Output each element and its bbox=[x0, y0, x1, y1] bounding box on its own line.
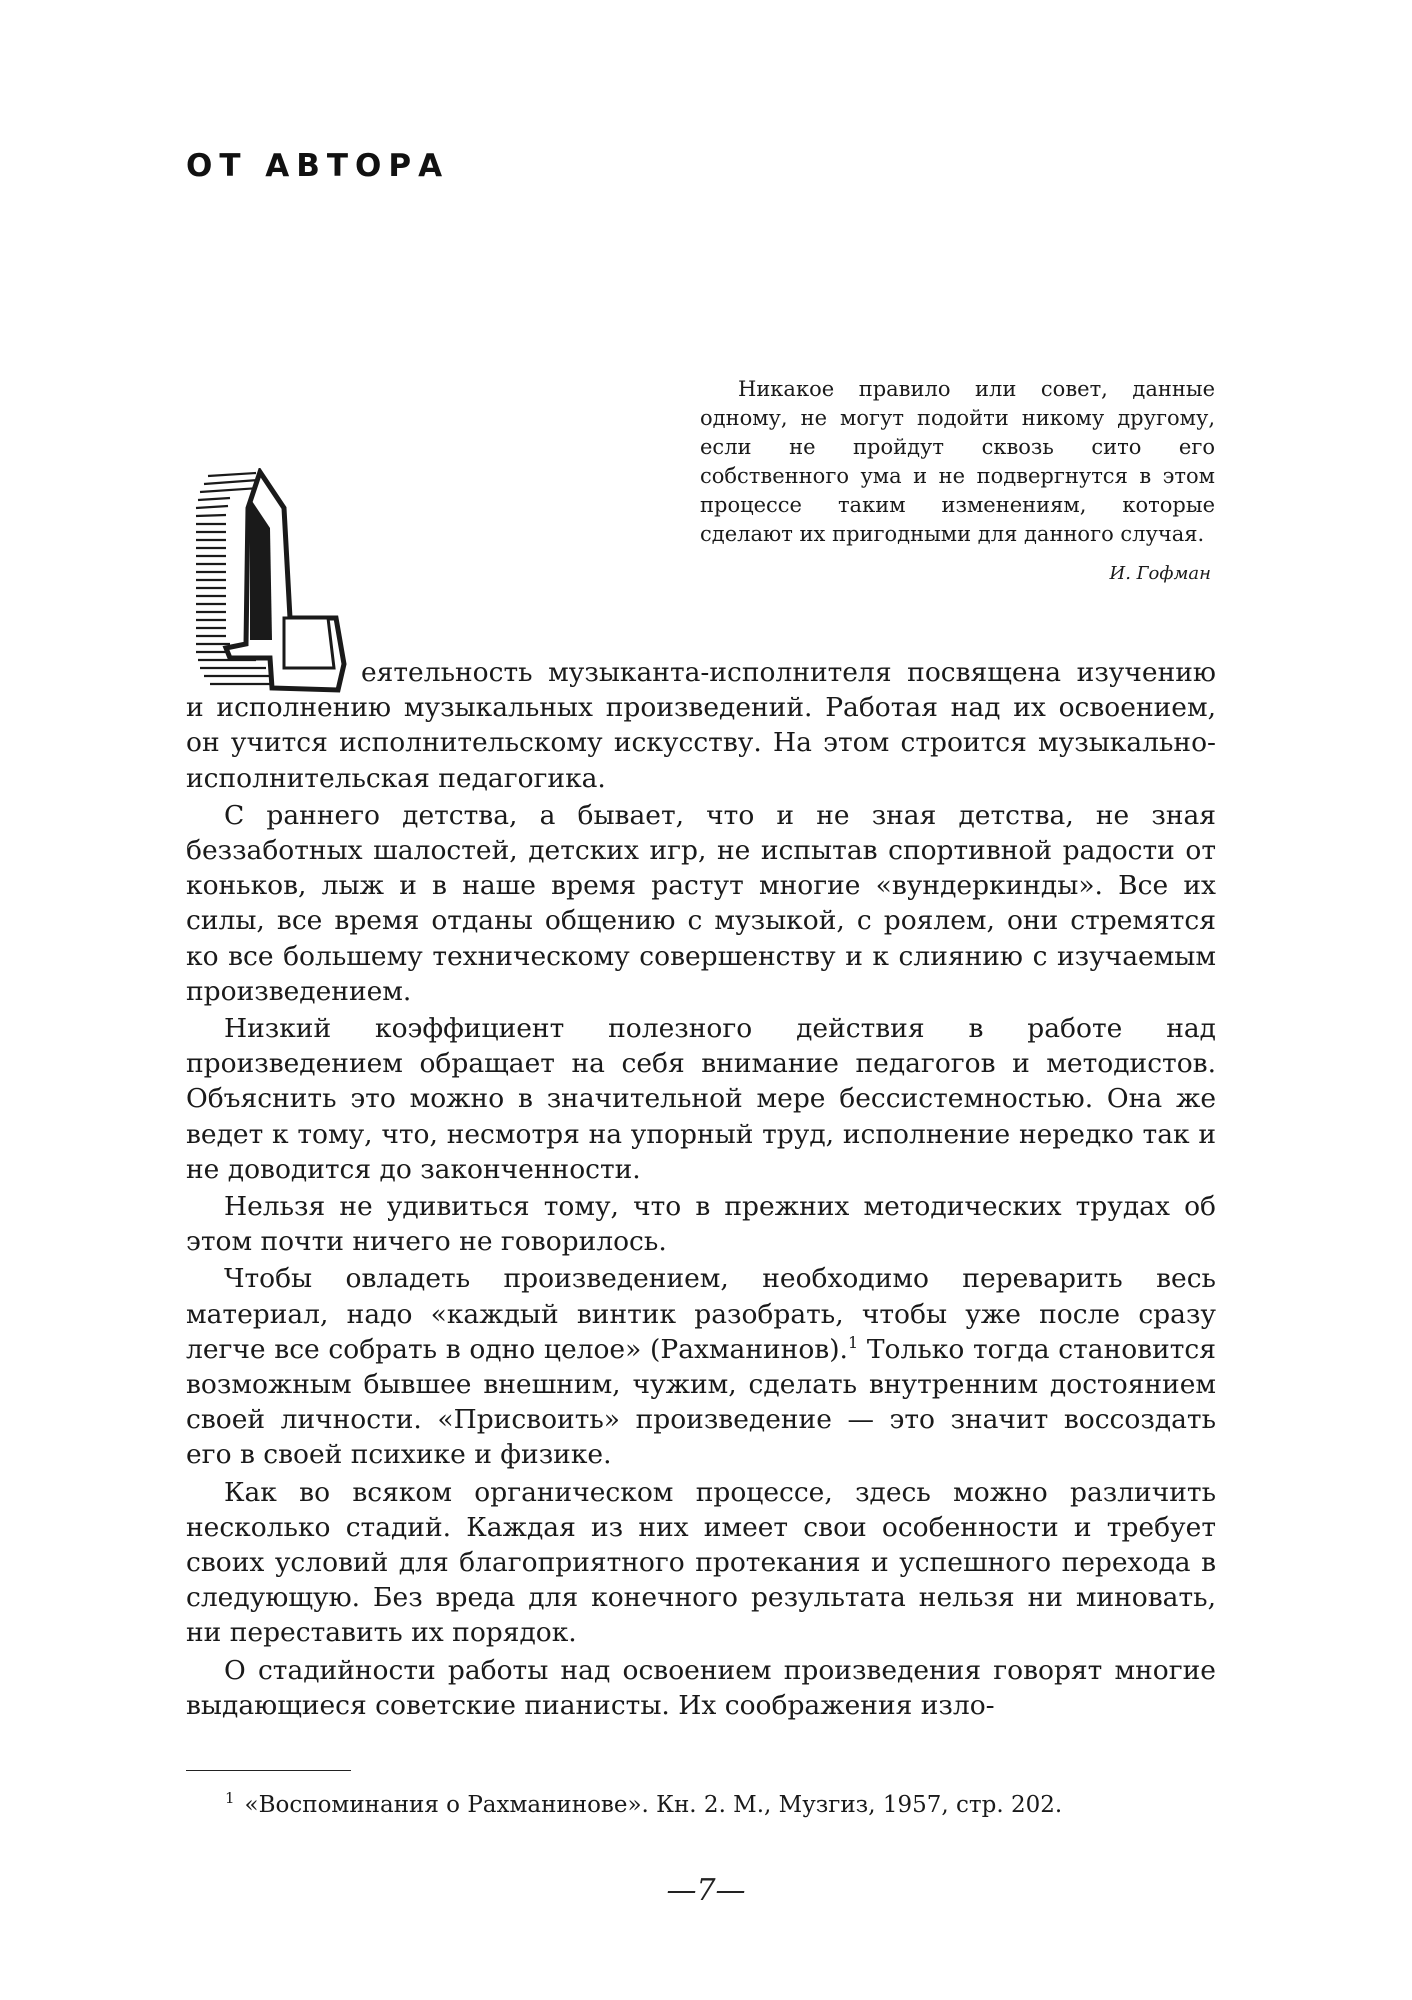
footnote bbox=[225, 1790, 1217, 1820]
paragraph: еятельность музыканта-исполнителя посвящена изучению и исполнению музыкальных произведений. Работая над их освоением, он учится исполнительскому искусству. На этом строится музыкально-исполнительская педагогика. bbox=[186, 657, 1216, 794]
footnote-number: 1 bbox=[225, 1789, 235, 1808]
paragraph-with-footnote bbox=[186, 1261, 1216, 1472]
paragraph: О стадийности работы над освоением произведения говорят многие выдающиеся советские пианисты. Их соображения изло- bbox=[186, 1654, 1216, 1721]
paragraph-text: Только тогда становится возможным бывшее внешним, чужим, сделать внутренним достоянием своей личности. «Присвоить» произведение — это значит воссоздать его в своей психике и физике. bbox=[186, 1333, 1216, 1471]
epigraph-text: Никакое правило или совет, данные одному, не могут подойти никому другому, если не пройдут сквозь сито его собственного ума и не подвергнутся в этом процессе таким изменениям, которые сделают их пригодными для данного случая. bbox=[700, 377, 1215, 546]
footnote-divider bbox=[186, 1770, 351, 1771]
footnote-reference[interactable]: 1 bbox=[847, 1333, 859, 1353]
epigraph bbox=[700, 375, 1215, 588]
epigraph-author: И. Гофман bbox=[1109, 563, 1211, 584]
paragraph: Низкий коэффициент полезного действия в работе над произведением обращает на себя внимание педагогов и методистов. Объяснить это можно в значительной мере бессистемностью. Она же ведет к тому, что, несмотря на упорный труд, исполнение нередко так и не доводится до законченности. bbox=[186, 1013, 1216, 1185]
paragraph: С раннего детства, а бывает, что и не зная детства, не зная беззаботных шалостей, детских игр, не испытав спортивной радости от коньков, лыж и в наше время растут многие «вундеркинды». Все их силы, все время отданы общению с музыкой, с роялем, они стремятся ко все большему техническому совершенству и к слиянию с изучаемым произведением. bbox=[186, 799, 1216, 1007]
footnote-text: «Воспоминания о Рахманинове». Кн. 2. М., Музгиз, 1957, стр. 202. bbox=[244, 1792, 1063, 1818]
paragraph: Как во всяком органическом процессе, здесь можно различить несколько стадий. Каждая из них имеет свои особенности и требует своих условий для благоприятного протекания и успешного перехода в следующую. Без вреда для конечного результата нельзя ни миновать, ни переставить их порядок. bbox=[186, 1476, 1216, 1649]
page-number: —7— bbox=[666, 1873, 746, 1908]
paragraph-text: Чтобы овладеть произведением, необходимо переварить весь материал, надо «каждый винтик разобрать, чтобы уже после сразу легче все собрать в одно целое» (Рахманинов). bbox=[186, 1263, 1216, 1365]
section-heading: ОТ АВТОРА bbox=[186, 148, 450, 184]
body-text bbox=[186, 655, 1216, 1725]
paragraph: Нельзя не удивиться тому, что в прежних методических трудах об этом почти ничего не говорилось. bbox=[186, 1191, 1216, 1258]
